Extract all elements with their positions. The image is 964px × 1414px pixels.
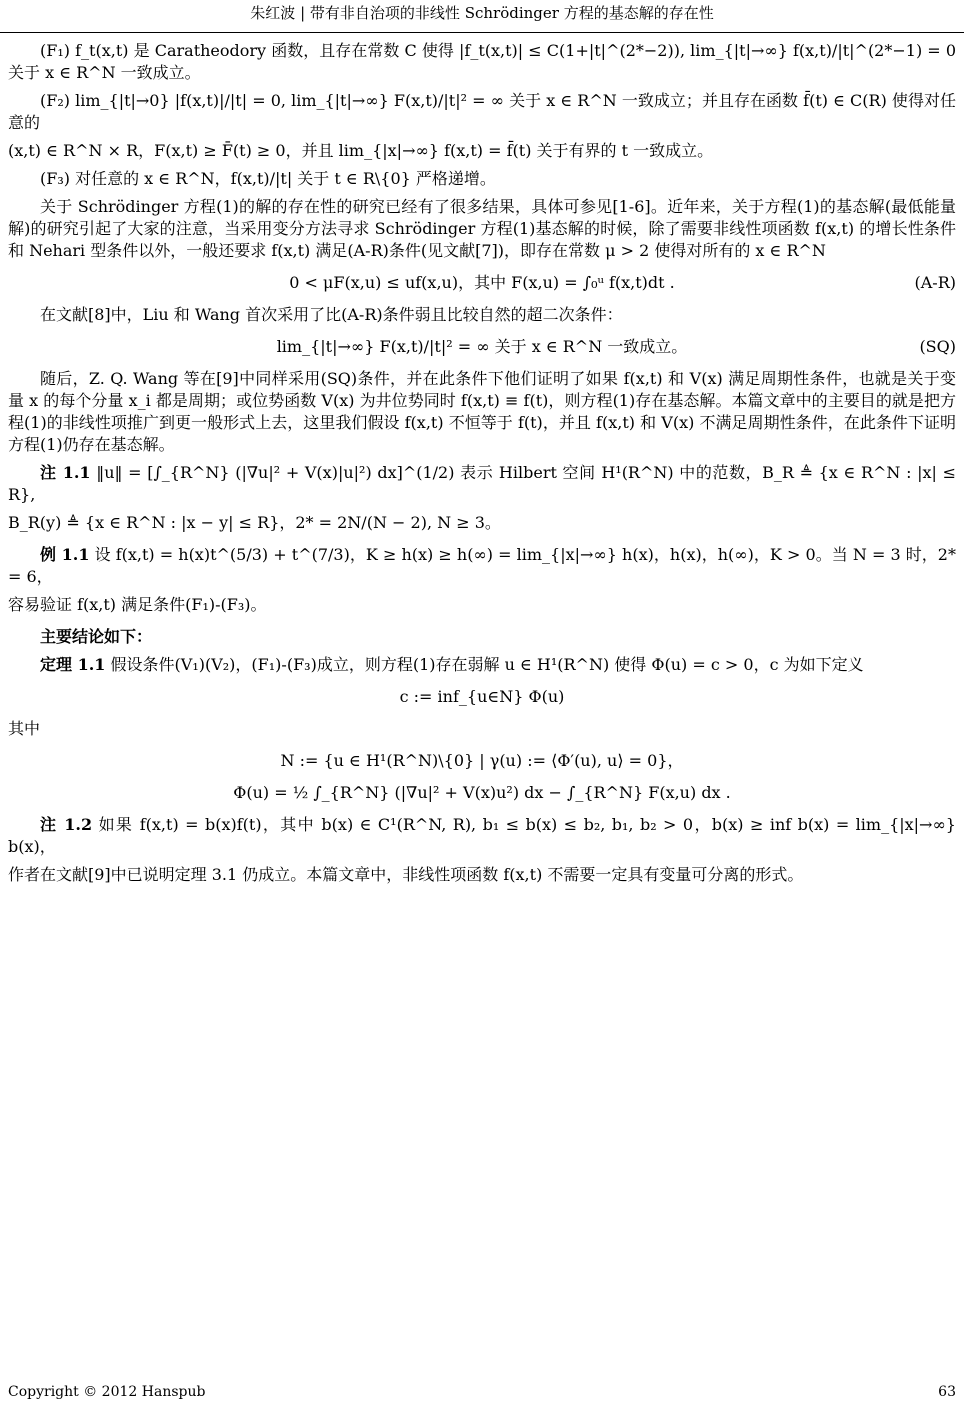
example-1-1: [8, 544, 956, 616]
header-author: 朱红波: [250, 4, 296, 22]
where-label: 其中: [8, 719, 41, 738]
note-1-2-line1: 如果 f(x,t) = b(x)f(t)，其中 b(x) ∈ C¹(R^N, R), b₁ ≤ b(x) ≤ b₂, b₁, b₂ > 0，b(x) ≥ inf b(x) = lim_{|x|→∞} b(x)，: [8, 815, 956, 856]
note-1-2-line2: 作者在文献[9]中已说明定理 3.1 仍成立。本篇文章中，非线性项函数 f(x,t) 不需要一定具有变量可分离的形式。: [8, 865, 804, 884]
condition-f1: (F₁) f_t(x,t) 是 Caratheodory 函数，且存在常数 C 使得 |f_t(x,t)| ≤ C(1+|t|^(2*−2)), lim_{|t|→∞} f(x,t)/|t|^(2*−1) = 0 关于 x ∈ R^N 一致成立。: [8, 41, 956, 82]
copyright-text: Copyright © 2012 Hanspub: [8, 1384, 206, 1400]
note-1-1: [8, 462, 956, 534]
example-1-1-line1: 设 f(x,t) = h(x)t^(5/3) + t^(7/3)，K ≥ h(x) ≥ h(∞) = lim_{|x|→∞} h(x)，h(x)，h(∞)，K > 0。当 N = 3 时，2* = 6，: [8, 545, 956, 586]
note-1-1-line2: B_R(y) ≜ {x ∈ R^N : |x − y| ≤ R}，2* = 2N/(N − 2), N ≥ 3。: [8, 513, 501, 532]
equation-sq: [8, 336, 956, 358]
equation-functional: [8, 782, 956, 804]
wang-paragraph: 随后，Z. Q. Wang 等在[9]中同样采用(SQ)条件，并在此条件下他们证明了如果 f(x,t) 和 V(x) 满足周期性条件，也就是关于变量 x 的每个分量 x_i 都是周期；或位势函数 V(x) 为井位势同时 f(x,t) ≡ f(t)，则方程(1)存在基态解。本篇文章中的主要目的就是把方程(1)的非线性项推广到更一般形式上去，这里我们假设 f(x,t) 不恒等于 f(t)，并且 f(x,t) 和 V(x) 不满足周期性条件，在此条件下证明方程(1)仍存在基态解。: [8, 369, 956, 454]
equation-ar: [8, 272, 956, 294]
condition-f3: (F₃) 对任意的 x ∈ R^N，f(x,t)/|t| 关于 t ∈ R\{0} 严格递增。: [40, 169, 496, 188]
page-content: [8, 40, 956, 896]
equation-ar-body: 0 < μF(x,u) ≤ uf(x,u)，其中 F(x,u) = ∫₀ᵘ f(x,t)dt .: [289, 273, 675, 292]
example-1-1-line2: 容易验证 f(x,t) 满足条件(F₁)-(F₃)。: [8, 595, 267, 614]
note-1-1-label: 注 1.1: [40, 463, 91, 482]
note-1-2-label: 注 1.2: [40, 815, 93, 834]
equation-nehari-body: N := {u ∈ H¹(R^N)\{0} | γ(u) := ⟨Φ′(u), u⟩ = 0}，: [280, 751, 684, 770]
note-1-1-line1: ‖u‖ = [∫_{R^N} (|∇u|² + V(x)|u|²) dx]^(1/2) 表示 Hilbert 空间 H¹(R^N) 中的范数，B_R ≜ {x ∈ R^N : |x| ≤ R},: [8, 463, 956, 504]
intro-paragraph: 关于 Schrödinger 方程(1)的解的存在性的研究已经有了很多结果，具体可参见[1-6]。近年来，关于方程(1)的基态解(最低能量解)的研究引起了大家的注意，当采用变分方法寻求 Schrödinger 方程(1)基态解的时候，除了需要非线性项函数 f(x,t) 的增长性条件和 Nehari 型条件以外，一般还要求 f(x,t) 满足(A-R)条件(见文献[7])，即存在常数 μ > 2 使得对所有的 x ∈ R^N: [8, 197, 956, 260]
main-results-heading: 主要结论如下：: [40, 627, 153, 646]
liu-wang-paragraph: 在文献[8]中，Liu 和 Wang 首次采用了比(A-R)条件弱且比较自然的超二次条件：: [40, 305, 623, 324]
theorem-1-1-label: 定理 1.1: [40, 655, 106, 674]
equation-functional-body: Φ(u) = ½ ∫_{R^N} (|∇u|² + V(x)u²) dx − ∫_{R^N} F(x,u) dx .: [233, 783, 731, 802]
theorem-1-1: [8, 654, 956, 676]
theorem-1-1-text: 假设条件(V₁)(V₂)，(F₁)-(F₃)成立，则方程(1)存在弱解 u ∈ H¹(R^N) 使得 Φ(u) = c > 0，c 为如下定义: [110, 655, 864, 674]
equation-sq-tag: (SQ): [919, 337, 956, 356]
note-1-2: [8, 814, 956, 886]
page-header: [0, 0, 964, 33]
header-title: 带有非自治项的非线性 Schrödinger 方程的基态解的存在性: [309, 4, 714, 22]
page-footer: [0, 1384, 964, 1408]
header-separator: |: [300, 4, 306, 22]
equation-nehari-manifold: [8, 750, 956, 772]
condition-f2-line1: (F₂) lim_{|t|→0} |f(x,t)|/|t| = 0, lim_{|t|→∞} F(x,t)/|t|² = ∞ 关于 x ∈ R^N 一致成立；并且存在函数 f̄(t) ∈ C(R) 使得对任意的: [8, 91, 956, 132]
condition-f2-line2: (x,t) ∈ R^N × R，F(x,t) ≥ F̄(t) ≥ 0，并且 lim_{|x|→∞} f(x,t) = f̄(t) 关于有界的 t 一致成立。: [8, 141, 714, 160]
example-1-1-label: 例 1.1: [40, 545, 90, 564]
equation-c-body: c := inf_{u∈N} Φ(u): [399, 687, 565, 706]
page-number: 63: [938, 1384, 956, 1400]
equation-c: [8, 686, 956, 708]
equation-sq-body: lim_{|t|→∞} F(x,t)/|t|² = ∞ 关于 x ∈ R^N 一致成立。: [276, 337, 688, 356]
equation-ar-tag: (A-R): [914, 273, 956, 292]
